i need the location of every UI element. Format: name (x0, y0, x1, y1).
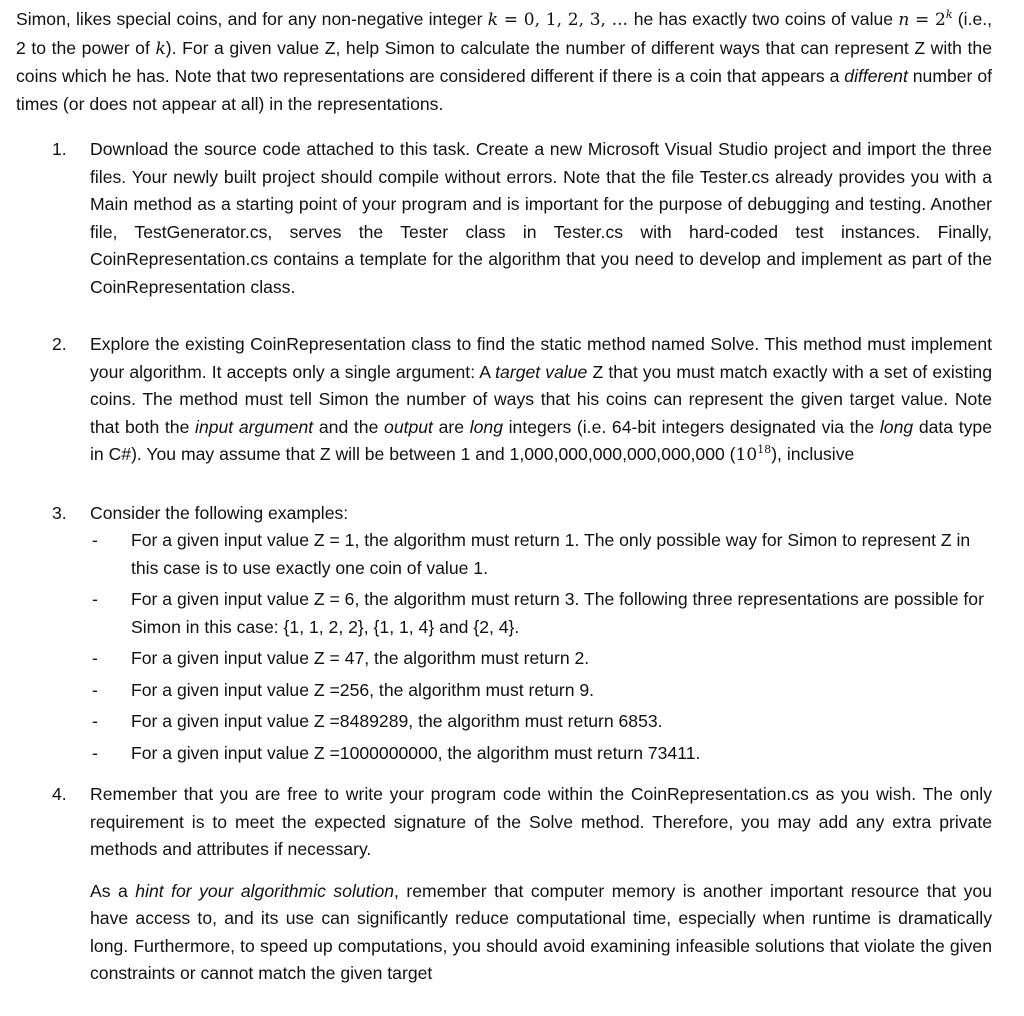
intro-text: he has exactly two coins of value (633, 9, 899, 29)
list-item-4 (16, 781, 992, 988)
emphasis-input-argument: input argument (195, 416, 314, 437)
emphasis-hint: hint for your algorithmic solution (135, 880, 395, 901)
text-run: ), inclusive (771, 444, 855, 464)
dash-bullet: - (92, 742, 98, 763)
math-exponent: 18 (757, 443, 772, 456)
example-text: For a given input value Z =8489289, the algorithm must return 6853. (131, 711, 663, 731)
emphasis-different: different (844, 66, 908, 86)
example-text: For a given input value Z = 47, the algorithm must return 2. (131, 648, 590, 668)
example-text: For a given input value Z =256, the algorithm must return 9. (131, 679, 595, 700)
text-run: , remember that computer memory is another important resource that you have access to, and its use can significantly reduce computational time, especially when runtime is dramatically long. Furthermore, to speed up computations, you should avoid examining infeasible solutions that violate the given constraints or cannot match the given target (90, 880, 993, 983)
example-item (90, 527, 992, 582)
dash-bullet: - (92, 711, 98, 731)
list-item-text: Remember that you are free to write your program code within the CoinRepresentation.cs as you wish. The only requirement is to meet the expected signature of the Solve method. Therefore, you may add any extra private methods and attributes if necessary. (90, 784, 992, 859)
emphasis-output: output (384, 416, 433, 437)
example-text: For a given input value Z =1000000000, the algorithm must return 73411. (131, 742, 701, 763)
math-var-k: k (487, 10, 499, 30)
list-item-text: Download the source code attached to this task. Create a new Microsoft Visual Studio project and import the three files. Your newly built project should compile without errors. Note that the file Tester.cs already provides you with a Main method as a starting point of your program and is important for the purpose of debugging and testing. Another file, TestGenerator.cs, serves the Tester class in Tester.cs with hard-coded test instances. Finally, CoinRepresentation.cs contains a template for the algorithm that you need to develop and implement as part of the CoinRepresentation class. (90, 139, 992, 297)
example-text: For a given input value Z = 1, the algorithm must return 1. The only possible way for Simon to represent Z in this case is to use exactly one coin of value 1. (131, 530, 971, 578)
text-run: are (432, 416, 470, 437)
example-item (90, 708, 992, 736)
text-run: integers (i.e. 64-bit integers designated via the (502, 416, 880, 437)
example-item (90, 645, 992, 673)
hint-paragraph (90, 878, 992, 988)
intro-text: ). For a given value Z, help Simon to calculate the number of different ways that can represent Z with the coins which he has. Note that two representations are considered different if there is a coin that appears a (16, 37, 992, 86)
intro-paragraph (16, 6, 992, 118)
list-item-text: Consider the following examples: (90, 502, 349, 523)
math-exponent-k: k (945, 8, 953, 21)
example-item (90, 677, 992, 705)
math-base: 10 (735, 445, 758, 465)
examples-list (90, 527, 992, 767)
list-number: 4. (52, 784, 67, 804)
list-number: 3. (52, 502, 67, 523)
math-n-formula (898, 10, 952, 30)
intro-text: (i.e., 2 to the power of (16, 9, 993, 58)
list-number: 1. (52, 139, 67, 159)
list-item-1 (16, 136, 992, 301)
math-k-values: = 0, 1, 2, 3, ... (498, 10, 634, 30)
example-item (90, 586, 992, 641)
list-number: 2. (52, 334, 67, 354)
emphasis-long: long (879, 416, 914, 437)
dash-bullet: - (92, 679, 98, 700)
text-run: and the (313, 416, 385, 437)
text-run: Z that you must match exactly with a set of existing coins. The method must tell Simon the number of ways that his coins can represent the given target value. Note that both the (90, 361, 992, 437)
text-run: As a (90, 880, 136, 901)
math-n-equals: = 2 (909, 10, 946, 30)
text-run: Explore the existing CoinRepresentation class to find the static method named Solve. This method must implement your algorithm. It accepts only a single argument: A (90, 334, 992, 382)
dash-bullet: - (92, 648, 98, 668)
list-item-text (90, 331, 992, 470)
list-item-2 (16, 331, 992, 470)
example-text: For a given input value Z = 6, the algorithm must return 3. The following three representations are possible for Simon in this case: {1, 1, 2, 2}, {1, 1, 4} and {2, 4}. (131, 589, 984, 637)
dash-bullet: - (92, 530, 98, 550)
math-var-n: n (898, 10, 910, 30)
math-k-sequence (488, 10, 634, 30)
math-var-k: k (155, 38, 166, 59)
intro-text: Simon, likes special coins, and for any non-negative integer (16, 9, 488, 29)
math-power-of-ten (736, 445, 772, 465)
emphasis-long: long (469, 416, 503, 437)
emphasis-target-value: target value (495, 361, 588, 382)
list-item-3 (16, 500, 992, 768)
dash-bullet: - (92, 589, 98, 609)
intro-text: number of times (or does not appear at all) in the representations. (16, 66, 992, 114)
example-item (90, 740, 992, 768)
text-run: data type in C#). You may assume that Z will be between 1 and 1,000,000,000,000,000,000 ( (90, 416, 992, 464)
document-page (16, 6, 992, 988)
